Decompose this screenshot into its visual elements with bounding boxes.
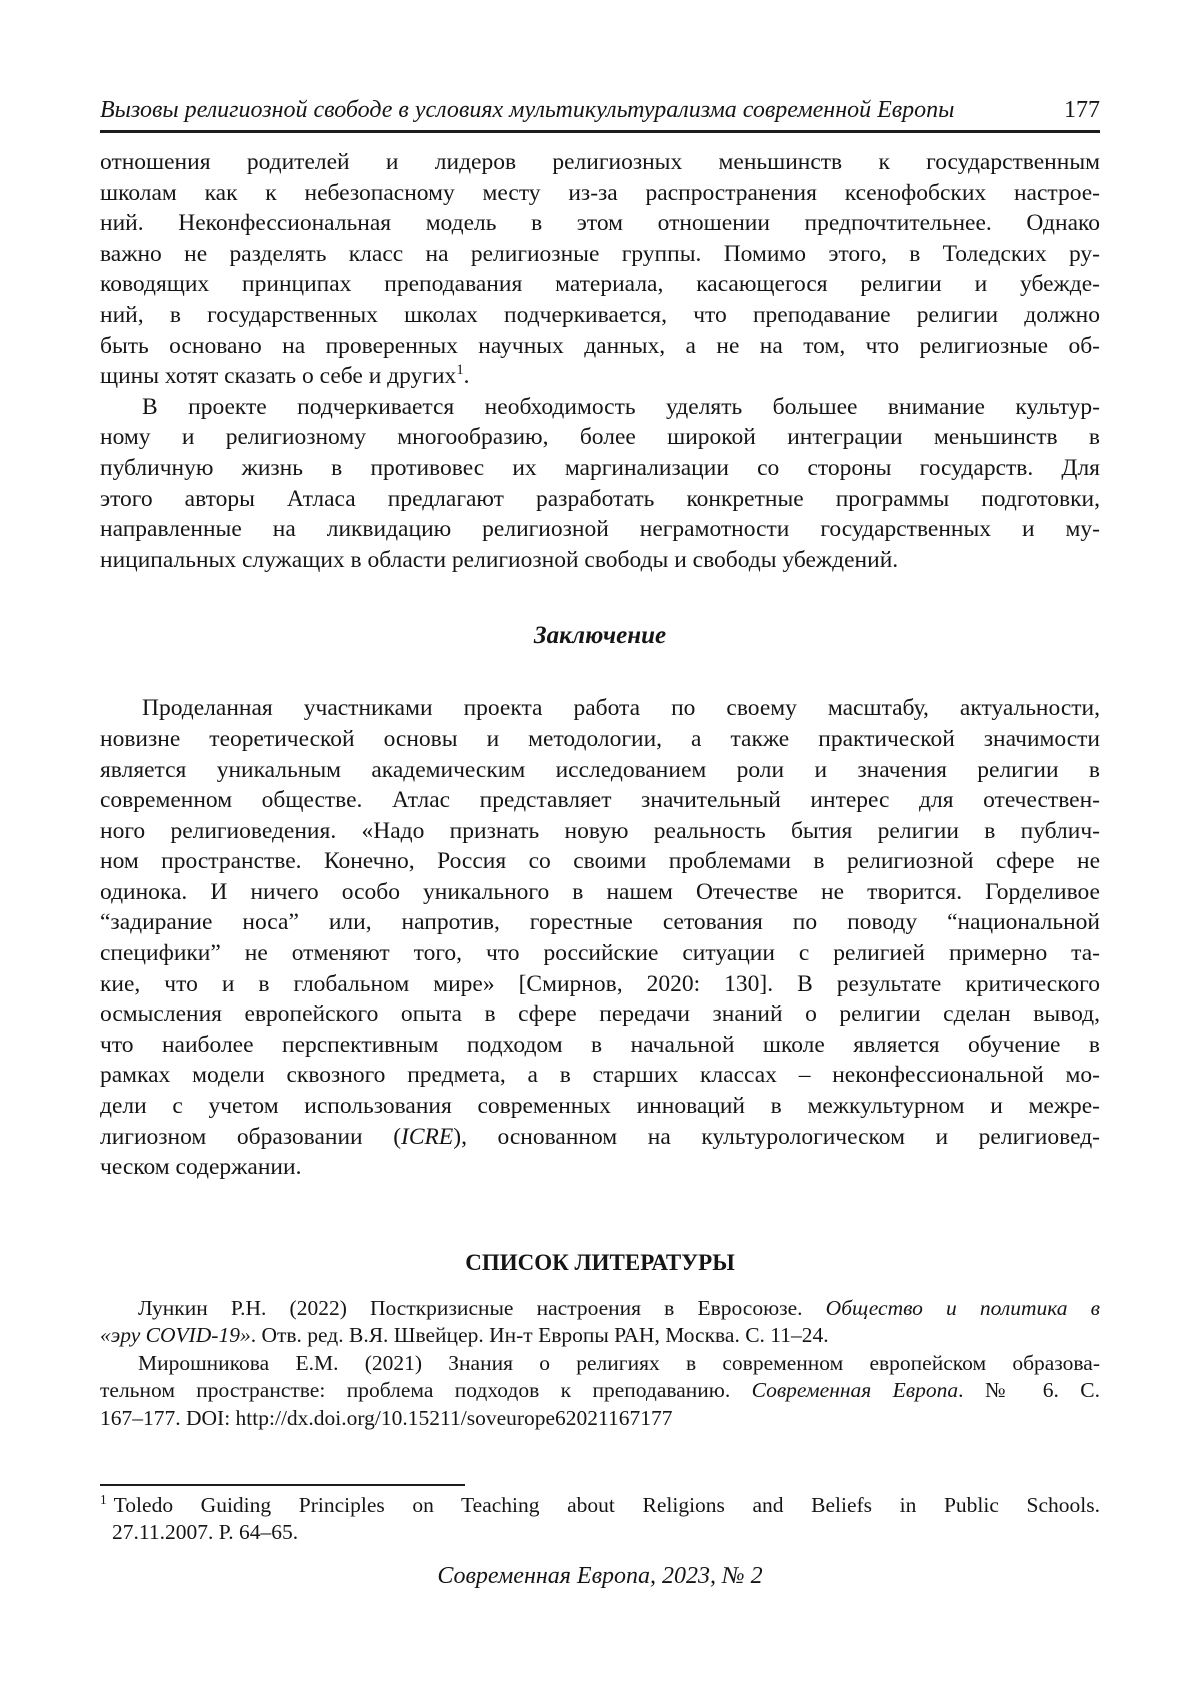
body-line: В проекте подчеркивается необходимость уделять большее внимание культур- [142,393,1100,420]
footnote [100,1484,1100,1546]
footnote-marker: 1 [100,1492,107,1508]
running-header [100,96,1100,124]
reference-line: тельном пространстве: проблема подходов к преподаванию. Современная Европа. № 6. С. [100,1378,1100,1403]
body-line: современном обществе. Атлас представляет значительный интерес для отечествен- [100,787,1100,814]
body-line: осмысления европейского опыта в сфере передачи знаний о религии сделан вывод, [100,1001,1100,1028]
footnote-line: 27.11.2007. P. 64–65. [112,1520,299,1545]
footnote-rule [100,1484,465,1486]
body-line: лигиозном образовании (ICRE), основанном на культурологическом и религиовед- [100,1123,1100,1150]
doi-link-text: 167–177. DOI: http://dx.doi.org/10.15211/soveurope62021167177 [100,1405,673,1430]
footnote-line: $^1$ Toledo Guiding Principles on Teaching about Religions and Beliefs in Public Schools. [100,1492,1100,1518]
reference-line: Лункин Р.Н. (2022) Посткризисные настроения в Евросоюзе. Общество и политика в [138,1295,1100,1320]
body-line: дели с учетом использования современных инноваций в межкультурном и межре- [100,1093,1100,1120]
body-line: Проделанная участниками проекта работа по своему масштабу, актуальности, [142,695,1100,722]
body-line: ний, в государственных школах подчеркивается, что преподавание религии должно [100,301,1100,328]
reference-line: «эру COVID-19». Отв. ред. В.Я. Швейцер. Ин-т Европы РАН, Москва. С. 11–24. [100,1323,829,1348]
paragraph-conclusion [100,693,1100,1183]
conclusion-heading: Заключение [533,622,667,650]
body-line: ниципальных служащих в области религиозной свободы и свободы убеждений. [100,546,899,573]
body-line: специфики” не отменяют того, что российские ситуации с религией примерно та- [100,940,1100,967]
body-line: является уникальным академическим исследованием роли и значения религии в [100,756,1100,783]
reference-entry [100,1295,1100,1350]
body-line: щины хотят сказать о себе и других$^1$. [100,362,470,390]
reference-entry [100,1350,1100,1433]
reference-line [100,1405,1100,1433]
paragraph-project [100,392,1100,576]
paragraph-intro [100,147,1100,392]
body-line: отношения родителей и лидеров религиозных меньшинств к государственным [100,149,1100,175]
body-line: ного религиоведения. «Надо признать новую реальность бытия религии в публич- [100,817,1100,844]
body-line: важно не разделять класс на религиозные группы. Помимо этого, в Толедских ру- [100,240,1100,267]
body-line: ном пространстве. Конечно, Россия со своими проблемами в религиозной сфере не [100,848,1100,875]
icre-abbreviation: ICRE [401,1123,454,1150]
body-line: школам как к небезопасному месту из-за распространения ксенофобских настрое- [100,179,1100,206]
body-line: ческом содержании. [100,1154,302,1181]
body-line: быть основано на проверенных научных данных, а не на том, что религиозные об- [100,332,1100,359]
reference-line: Мирошникова Е.М. (2021) Знания о религиях в современном европейском образова- [138,1350,1100,1375]
body-line: одинока. И ничего особо уникального в нашем Отечестве не творится. Горделивое [100,878,1100,905]
body-line: направленные на ликвидацию религиозной неграмотности государственных и му- [100,516,1100,543]
body-line: что наиболее перспективным подходом в начальной школе является обучение в [100,1031,1100,1058]
body-line: ководящих принципах преподавания материала, касающегося религии и убежде- [100,271,1100,298]
page-number: 177 [1064,97,1100,123]
references-heading: СПИСОК ЛИТЕРАТУРЫ [465,1249,735,1275]
body-line: “задирание носа” или, напротив, горестные сетования по поводу “национальной [100,909,1100,936]
body-line: рамках модели сквозного предмета, а в старших классах – неконфессиональной мо- [100,1062,1100,1089]
body-line: кие, что и в глобальном мире» [Смирнов, 2020: 130]. В результате критического [100,970,1100,997]
body-line: ний. Неконфессиональная модель в этом отношении предпочтительнее. Однако [100,210,1100,237]
body-line: новизне теоретической основы и методологии, а также практической значимости [100,725,1100,752]
footnote-reference: 1 [456,362,464,379]
body-line: ному и религиозному многообразию, более широкой интеграции меньшинств в [100,424,1100,451]
reference-list [100,1295,1100,1433]
journal-footer: Современная Европа, 2023, № 2 [437,1563,763,1590]
running-header-title: Вызовы религиозной свободе в условиях мультикультурализма современной Европы [100,97,955,123]
body-line: этого авторы Атласа предлагают разработать конкретные программы подготовки, [100,485,1100,512]
header-rule [100,130,1100,133]
body-line: публичную жизнь в противовес их маргинализации со стороны государств. Для [100,454,1100,481]
